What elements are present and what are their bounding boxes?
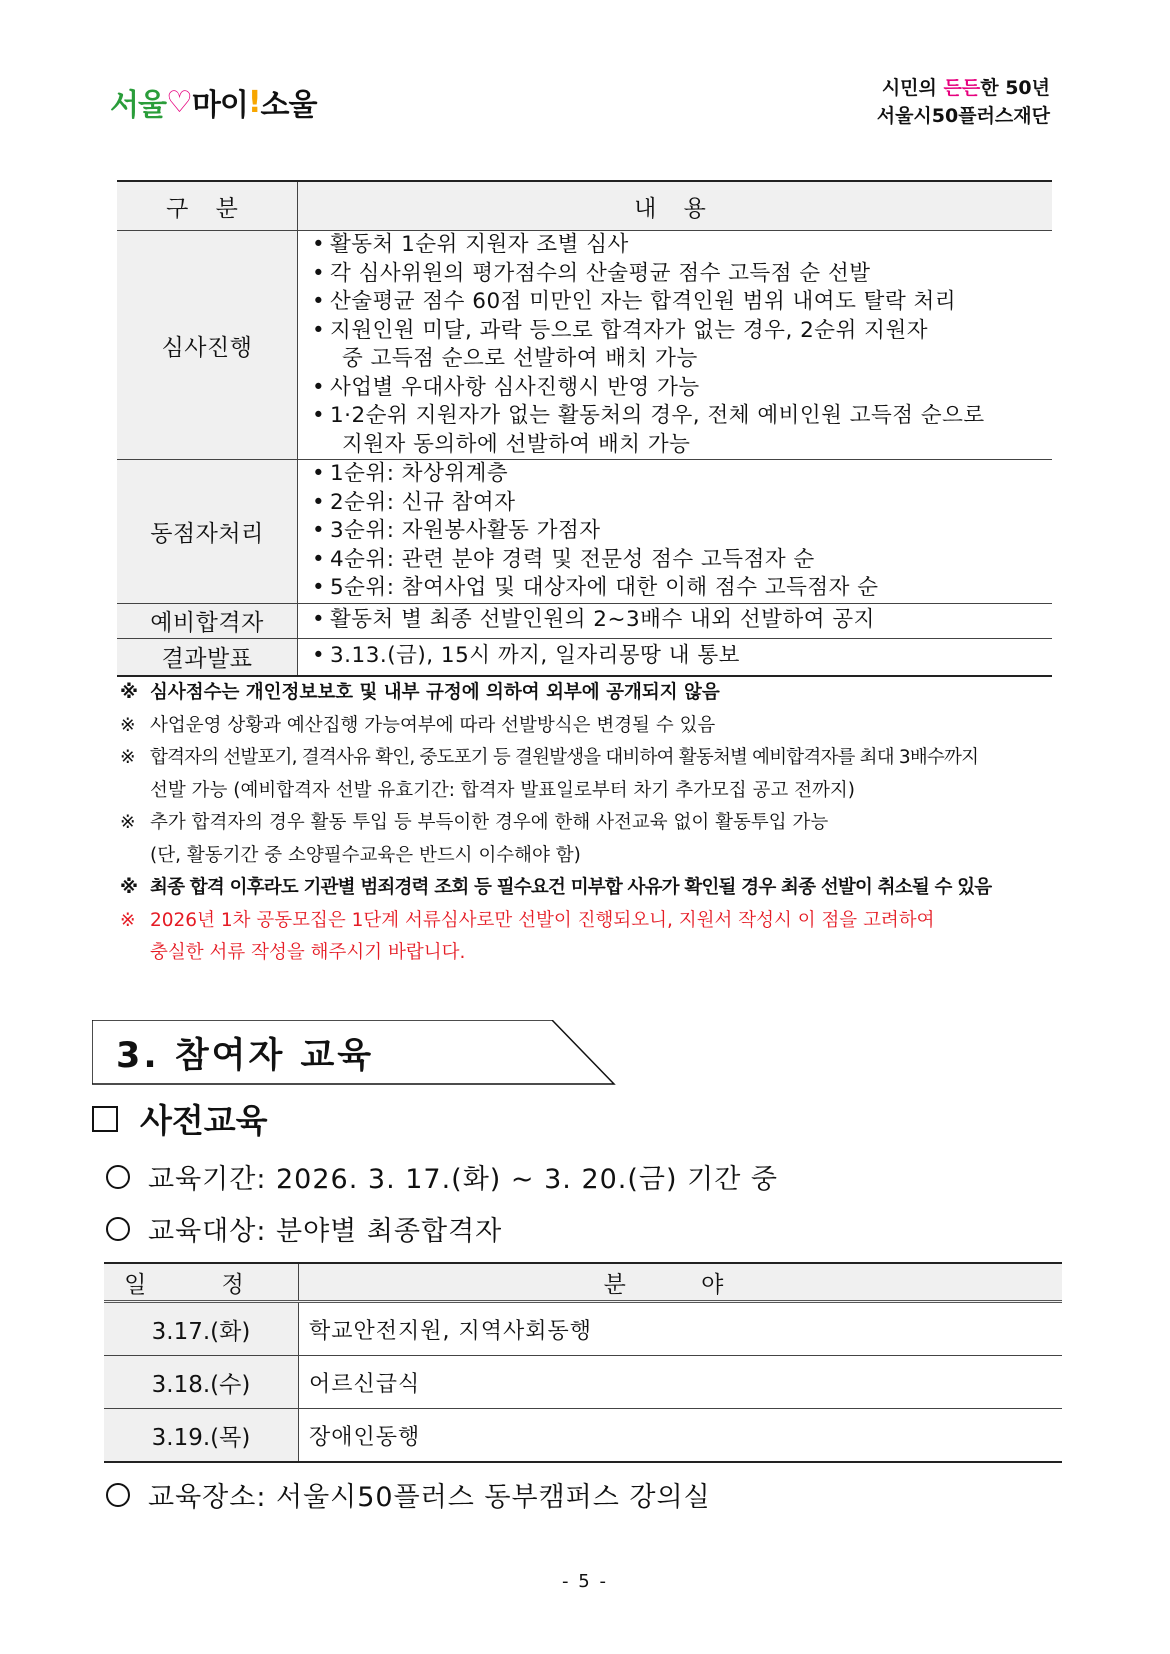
heart-icon: ♡: [165, 84, 192, 120]
note-mark: ※: [120, 812, 136, 833]
note: ※ 사업운영 상황과 예산집행 가능여부에 따라 선발방식은 변경될 수 있음: [120, 710, 1080, 743]
list-item: • 2순위: 신규 참여자: [308, 489, 1044, 518]
foundation-logo: [877, 74, 1050, 130]
list-item: • 사업별 우대사항 심사진행시 반영 가능: [308, 374, 1044, 403]
note-important: ※ 2026년 1차 공동모집은 1단계 서류심사로만 선발이 진행되오니, 지원서 작성시 이 점을 고려하여: [120, 905, 1080, 938]
seoul-my-soul-logo: [110, 80, 317, 124]
col-header-date: 일 정: [104, 1263, 299, 1302]
row-label-tie: 동점자처리: [117, 460, 298, 604]
logo-exclaim: !: [247, 84, 261, 120]
section-header: [92, 1020, 617, 1086]
schedule-date: 3.18.(수): [104, 1356, 299, 1409]
table-header-row: [104, 1263, 1062, 1302]
note-mark: ※: [120, 682, 138, 703]
list-item: • 3.13.(금), 15시 까지, 일자리몽땅 내 통보: [308, 642, 1044, 671]
foundation-slogan: 시민의 든든한 50년: [881, 77, 1050, 99]
reserve-content: [298, 603, 1053, 638]
selection-table: [117, 180, 1052, 677]
table-row: [104, 1356, 1062, 1409]
list-item: • 활동처 별 최종 선발인원의 2~3배수 내외 선발하여 공지: [308, 606, 1044, 635]
table-row: [104, 1302, 1062, 1356]
tie-content: [298, 460, 1053, 604]
note: ※ 합격자의 선발포기, 결격사유 확인, 중도포기 등 결원발생을 대비하여 활동처별 예비합격자를 최대 3배수까지: [120, 742, 1080, 775]
education-target: 교육대상: 분야별 최종합격자: [106, 1209, 502, 1248]
foundation-name: 서울시50플러스재단: [876, 105, 1050, 127]
row-label-result: 결과발표: [117, 638, 298, 676]
logo-text-seoul: 서울: [110, 88, 166, 123]
note-continued: (단, 활동기간 중 소양필수교육은 반드시 이수해야 함): [150, 844, 581, 866]
note: ※ 심사점수는 개인정보보호 및 내부 규정에 의하여 외부에 공개되지 않음: [120, 677, 1080, 710]
schedule-field: 학교안전지원, 지역사회동행: [299, 1302, 1063, 1356]
table-row: [117, 638, 1052, 676]
list-item-continued: 지원자 동의하에 선발하여 배치 가능: [342, 431, 691, 457]
row-label-reserve: 예비합격자: [117, 603, 298, 638]
col-header-category: 구 분: [117, 181, 298, 231]
note-continued: 충실한 서류 작성을 해주시기 바랍니다.: [150, 942, 466, 963]
note-mark: ※: [120, 909, 136, 931]
square-bullet-icon: [92, 1106, 118, 1132]
list-item: • 각 심사위원의 평가점수의 산술평균 점수 고득점 순 선발: [308, 260, 1044, 289]
result-content: [298, 638, 1053, 676]
education-place: 교육장소: 서울시50플러스 동부캠퍼스 강의실: [106, 1475, 711, 1514]
table-row: [117, 603, 1052, 638]
schedule-field: 장애인동행: [299, 1409, 1063, 1463]
education-period: 교육기간: 2026. 3. 17.(화) ~ 3. 20.(금) 기간 중: [106, 1157, 778, 1196]
page-number: - 5 -: [562, 1571, 608, 1592]
note-continued: 선발 가능 (예비합격자 선발 유효기간: 합격자 발표일로부터 차기 추가모집 공고 전까지): [150, 779, 855, 801]
table-row: [117, 231, 1052, 460]
table-row: [104, 1409, 1062, 1463]
note-mark: ※: [120, 747, 135, 768]
review-content: [298, 231, 1053, 460]
list-item: • 3순위: 자원봉사활동 가점자: [308, 517, 1044, 546]
note-mark: ※: [120, 714, 136, 736]
logo-text-my: 마이: [191, 88, 248, 123]
circle-bullet-icon: [106, 1165, 130, 1189]
education-schedule-table: [104, 1262, 1062, 1463]
table-row: [117, 460, 1052, 604]
list-item: • 지원인원 미달, 과락 등으로 합격자가 없는 경우, 2순위 지원자: [308, 317, 1044, 346]
table-header-row: [117, 181, 1052, 231]
list-item: • 4순위: 관련 분야 경력 및 전문성 점수 고득점자 순: [308, 546, 1044, 575]
subsection-title: 사전교육: [92, 1095, 268, 1142]
list-item: • 1·2순위 지원자가 없는 활동처의 경우, 전체 예비인원 고득점 순으로: [308, 402, 1044, 431]
col-header-field: 분 야: [299, 1263, 1063, 1302]
row-label-review: 심사진행: [117, 231, 298, 460]
list-item-continued: 중 고득점 순으로 선발하여 배치 가능: [342, 346, 698, 371]
note: ※ 최종 합격 이후라도 기관별 범죄경력 조회 등 필수요건 미부합 사유가 확인될 경우 최종 선발이 취소될 수 있음: [120, 872, 1080, 905]
note: ※ 추가 합격자의 경우 활동 투입 등 부득이한 경우에 한해 사전교육 없이 활동투입 가능: [120, 807, 1080, 840]
circle-bullet-icon: [106, 1483, 130, 1507]
schedule-date: 3.17.(화): [104, 1302, 299, 1356]
list-item: • 활동처 1순위 지원자 조별 심사: [308, 231, 1044, 260]
col-header-content: 내 용: [298, 181, 1053, 231]
circle-bullet-icon: [106, 1217, 130, 1241]
list-item: • 산술평균 점수 60점 미만인 자는 합격인원 범위 내여도 탈락 처리: [308, 288, 1044, 317]
list-item: • 1순위: 차상위계층: [308, 460, 1044, 489]
note-mark: ※: [120, 877, 138, 898]
section-title: 3. 참여자 교육: [116, 1036, 375, 1076]
schedule-date: 3.19.(목): [104, 1409, 299, 1463]
schedule-field: 어르신급식: [299, 1356, 1063, 1409]
list-item: • 5순위: 참여사업 및 대상자에 대한 이해 점수 고득점자 순: [308, 574, 1044, 603]
logo-text-soul: 소울: [260, 88, 317, 123]
notes-block: [120, 677, 1080, 970]
